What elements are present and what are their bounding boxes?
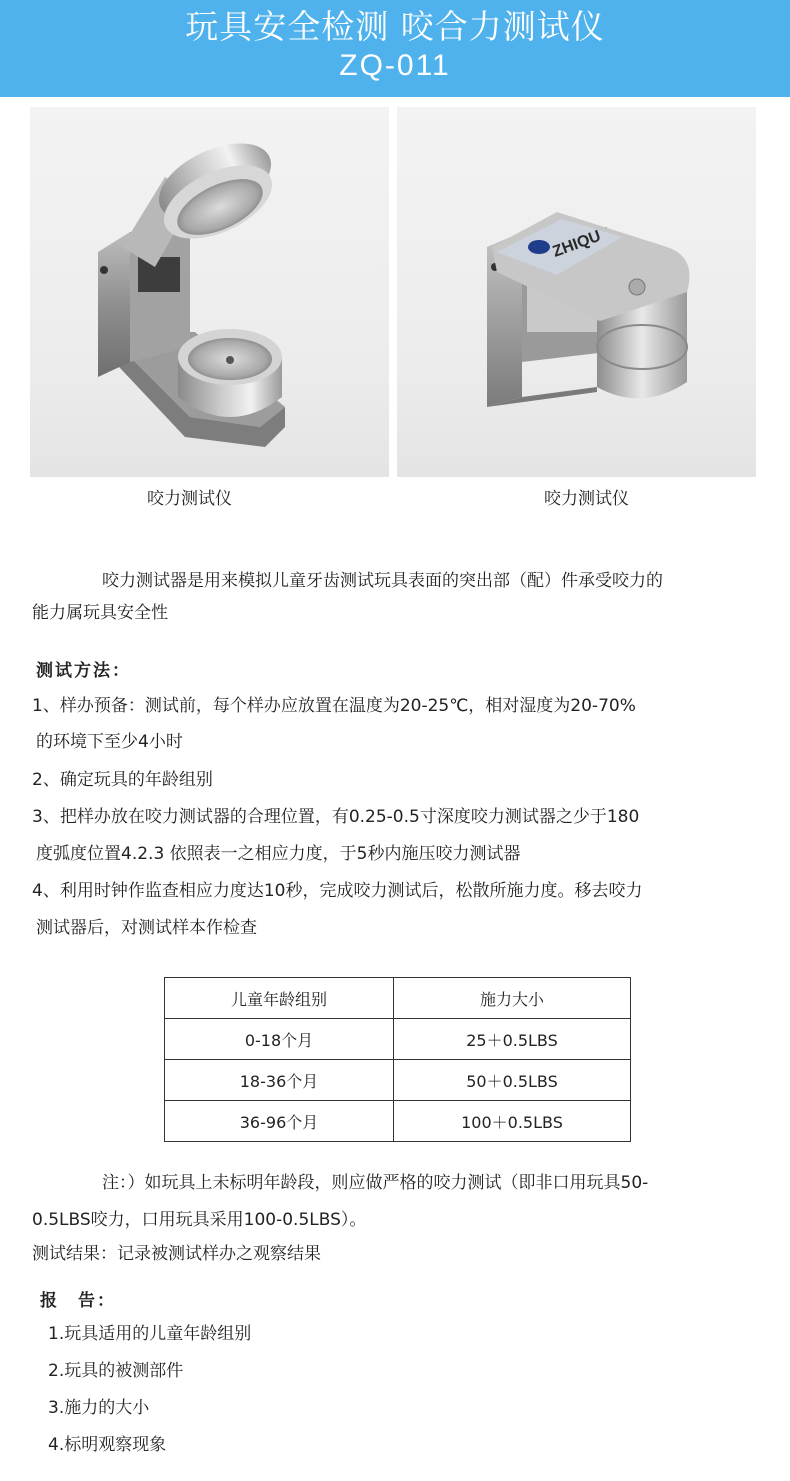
table-cell-force: 50＋0.5LBS [394,1060,631,1101]
force-table [164,977,631,1142]
table-cell-force: 25＋0.5LBS [394,1019,631,1060]
report-heading: 报 告： [40,1291,116,1311]
intro-line-2: 能力属玩具安全性 [32,603,168,623]
intro-line-1: 咬力测试器是用来模拟儿童牙齿测试玩具表面的突出部（配）件承受咬力的 [102,571,663,591]
report-item: 1.玩具适用的儿童年龄组别 [48,1324,252,1344]
title-banner [0,0,790,97]
test-result-line: 测试结果：记录被测试样办之观察结果 [32,1244,321,1264]
method-line: 测试器后，对测试样本作检查 [36,918,257,938]
note-line-1: 注：）如玩具上未标明年龄段，则应做严格的咬力测试（即非口用玩具50- [102,1173,649,1193]
report-item: 3.施力的大小 [48,1398,150,1418]
table-row [165,1101,631,1142]
method-heading: 测试方法： [36,661,131,681]
report-item: 2.玩具的被测部件 [48,1361,184,1381]
model-number: ZQ-011 [339,49,451,82]
table-header-age: 儿童年龄组别 [165,978,394,1019]
table-row [165,1060,631,1101]
table-cell-age: 0-18个月 [165,1019,394,1060]
photo-caption-right: 咬力测试仪 [544,489,629,509]
note-line-2: 0.5LBS咬力，口用玩具采用100-0.5LBS）。 [32,1210,367,1230]
table-cell-force: 100＋0.5LBS [394,1101,631,1142]
product-photo-open [30,107,389,477]
page-title: 玩具安全检测 咬合力测试仪 [185,7,605,46]
table-cell-age: 18-36个月 [165,1060,394,1101]
method-line: 2、确定玩具的年龄组别 [32,770,213,790]
product-photo-closed [397,107,756,477]
table-header-force: 施力大小 [394,978,631,1019]
table-row [165,1019,631,1060]
report-item: 4.标明观察现象 [48,1435,167,1455]
method-line: 3、把样办放在咬力测试器的合理位置，有0.25-0.5寸深度咬力测试器之少于180 [32,807,640,827]
table-cell-age: 36-96个月 [165,1101,394,1142]
bite-tester-closed-illustration [397,107,756,477]
method-line: 4、利用时钟作监查相应力度达10秒，完成咬力测试后，松散所施力度。移去咬力 [32,881,643,901]
method-line: 度弧度位置4.2.3 依照表一之相应力度，于5秒内施压咬力测试器 [36,844,521,864]
bite-tester-open-illustration [30,107,389,477]
table-header-row [165,978,631,1019]
photo-caption-left: 咬力测试仪 [147,489,232,509]
method-line: 1、样办预备：测试前，每个样办应放置在温度为20-25℃，相对湿度为20-70% [32,696,636,716]
method-line: 的环境下至少4小时 [36,732,183,752]
brand-logo: ZHIQU [550,227,604,261]
